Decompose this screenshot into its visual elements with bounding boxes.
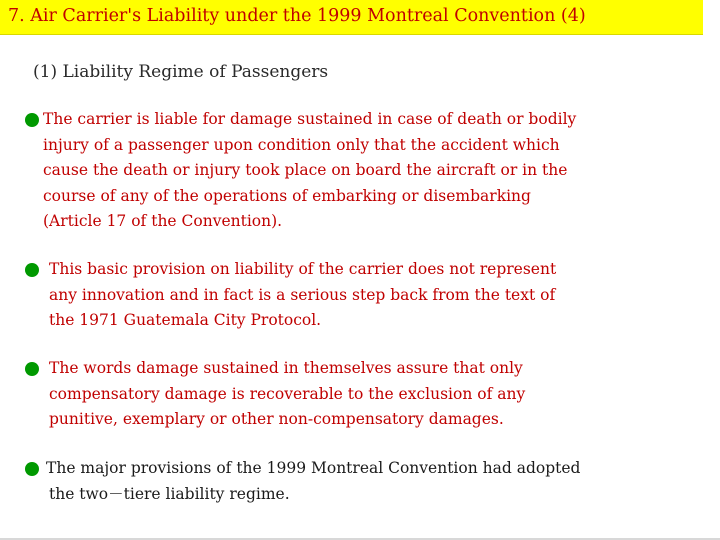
paragraph-line: (Article 17 of the Convention). — [43, 212, 283, 230]
slide-title: 7. Air Carrier's Liability under the 1999 Montreal Convention (4) — [8, 6, 586, 26]
paragraph-line: cause the death or injury took place on board the aircraft or in the — [43, 161, 568, 179]
paragraph-line: the 1971 Guatemala City Protocol. — [49, 311, 322, 329]
bullet-icon — [25, 113, 39, 127]
paragraph-line: The carrier is liable for damage sustained in case of death or bodily — [43, 110, 577, 128]
title-bar — [0, 0, 703, 35]
paragraph-line: This basic provision on liability of the carrier does not represent — [49, 260, 557, 278]
section-subtitle: (1) Liability Regime of Passengers — [33, 62, 329, 82]
bullet-icon — [25, 263, 39, 277]
paragraph-line: any innovation and in fact is a serious step back from the text of — [49, 285, 556, 304]
bullet-icon — [25, 462, 39, 476]
paragraph-line: punitive, exemplary or other non-compensatory damages. — [49, 410, 504, 428]
paragraph-two-tier-regime — [46, 456, 580, 507]
paragraph-line: compensatory damage is recoverable to the exclusion of any — [49, 384, 526, 403]
paragraph-liability-rule — [43, 107, 576, 235]
paragraph-line: The major provisions of the 1999 Montreal Convention had adopted — [46, 459, 581, 477]
paragraph-line: injury of a passenger upon condition only that the accident which — [43, 135, 560, 154]
paragraph-basic-provision — [49, 257, 556, 334]
paragraph-line: The words damage sustained in themselves assure that only — [49, 359, 523, 377]
paragraph-line: the two－tiere liability regime. — [49, 484, 290, 503]
bullet-icon — [25, 362, 39, 376]
paragraph-line: course of any of the operations of embarking or disembarking — [43, 186, 531, 205]
paragraph-damage-sustained — [49, 356, 525, 433]
